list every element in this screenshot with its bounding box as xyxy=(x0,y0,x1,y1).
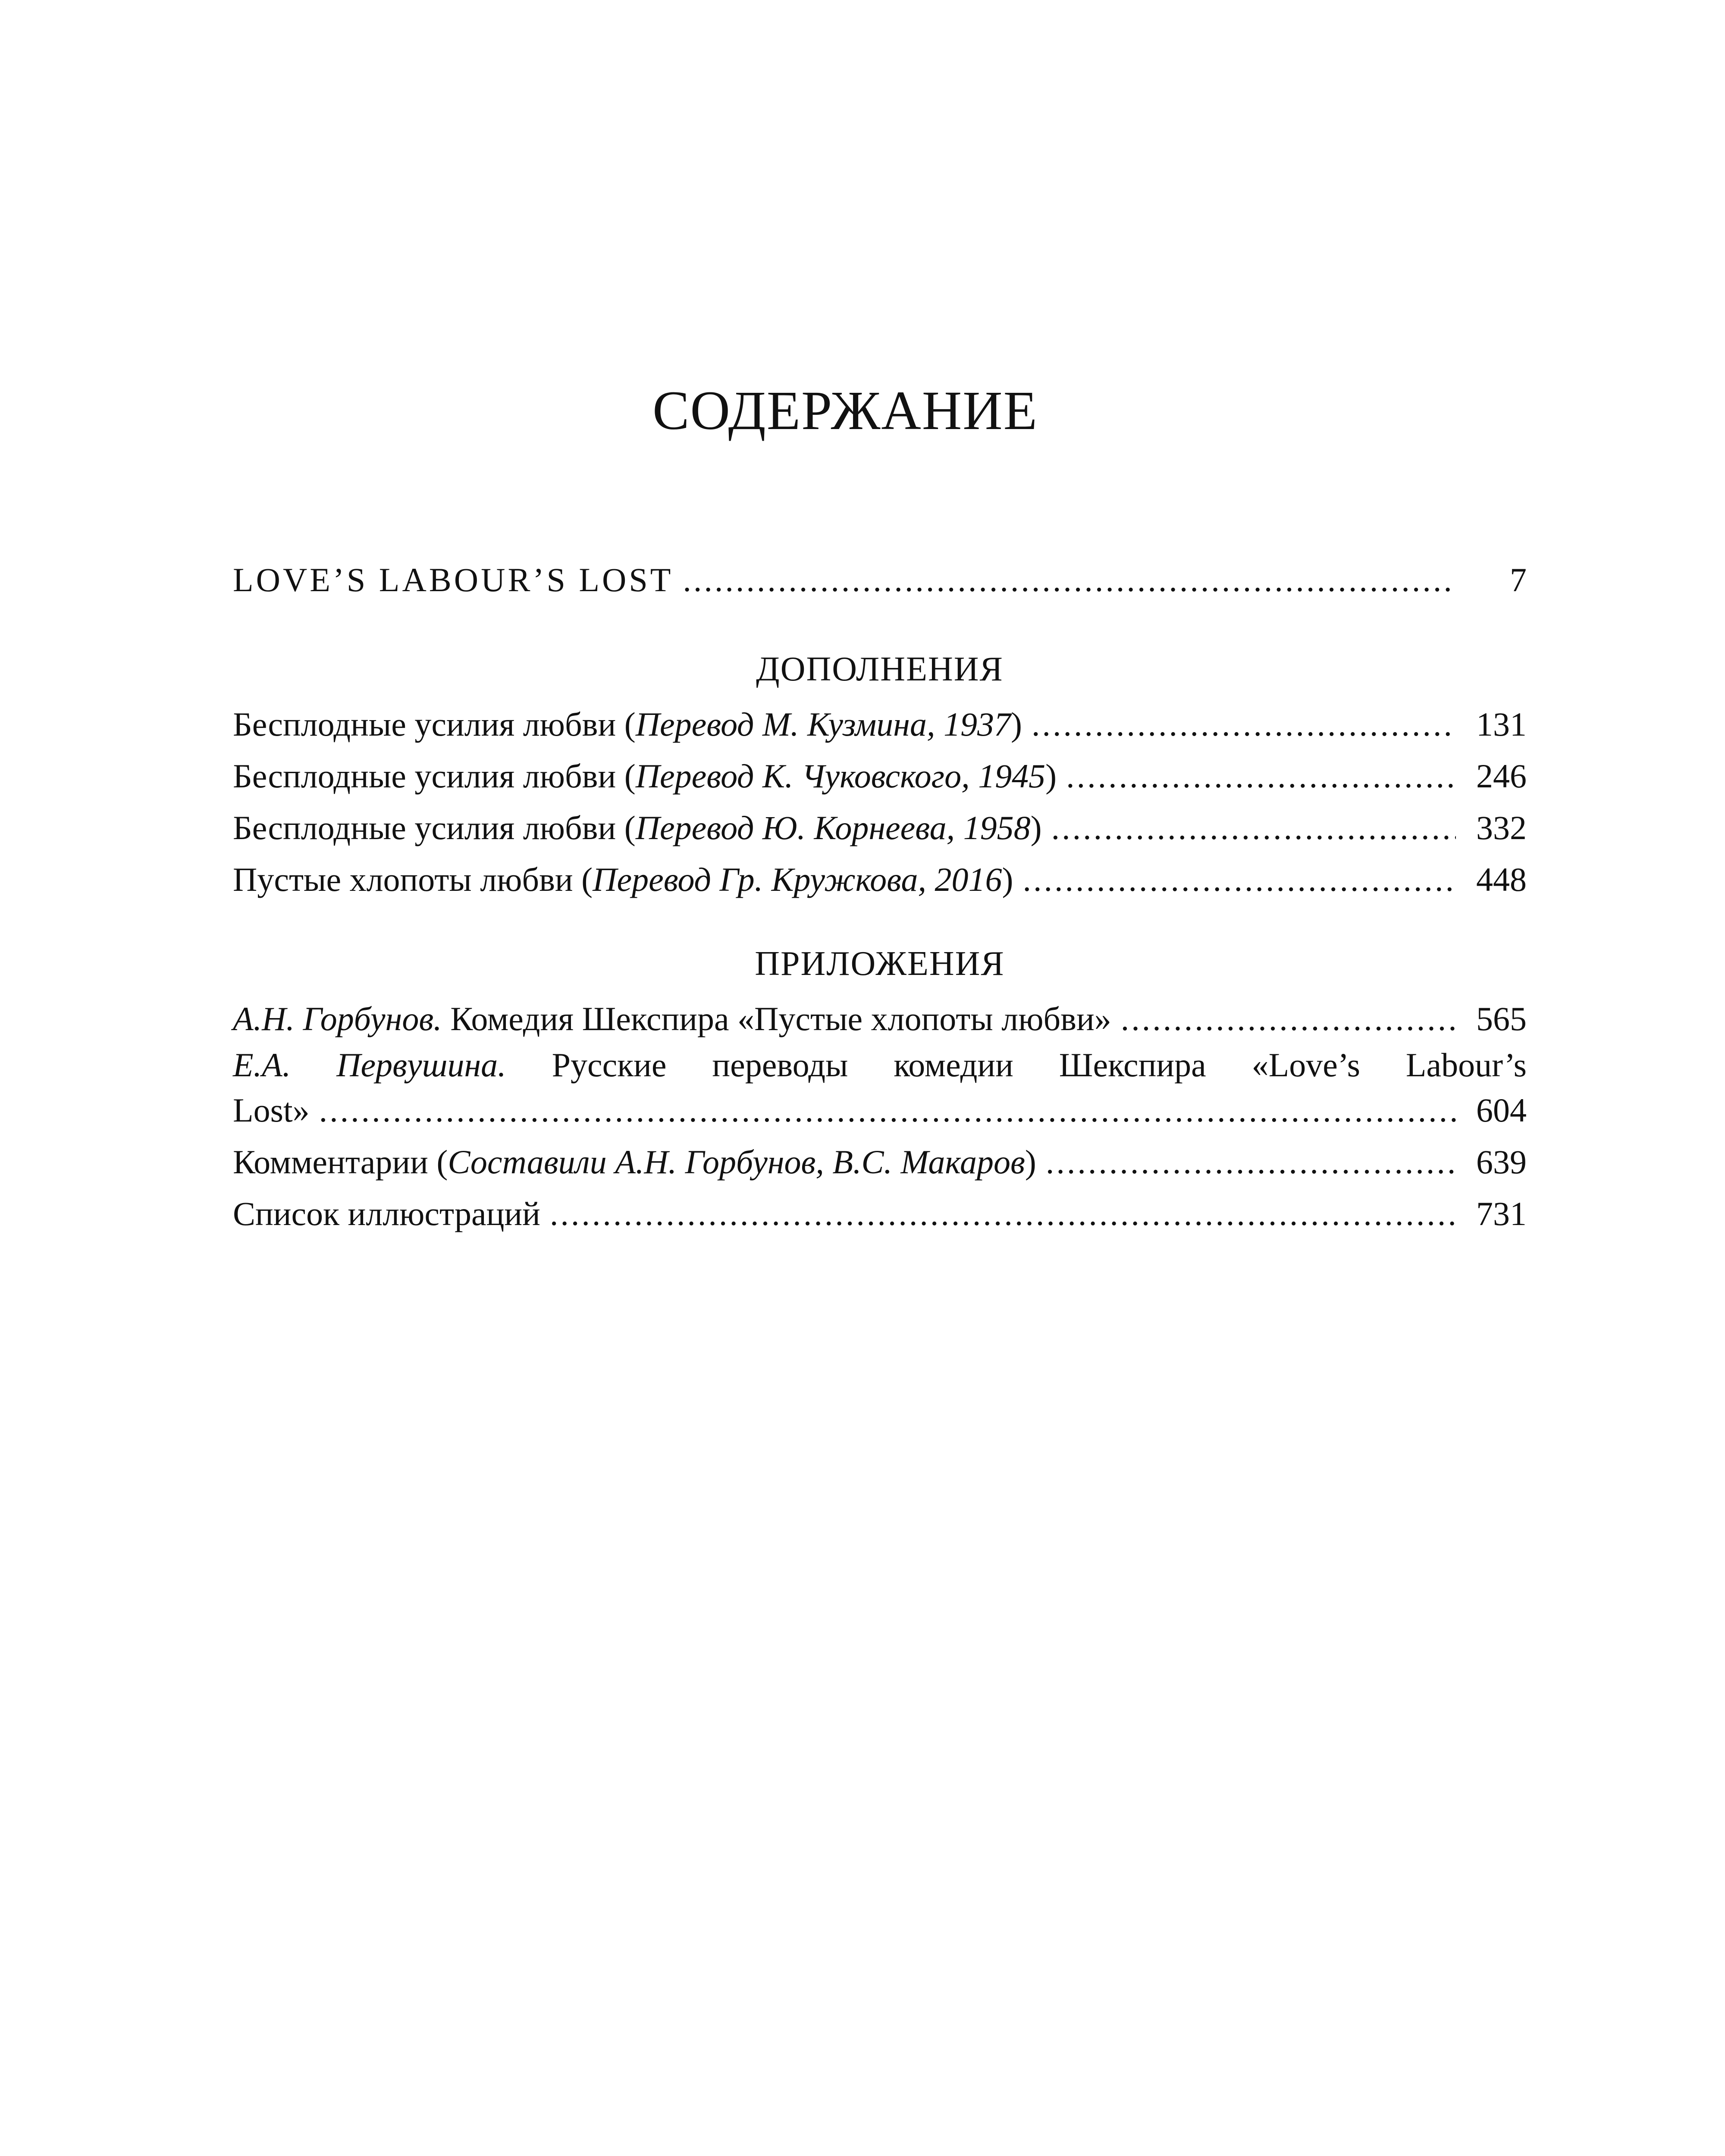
toc-entry[interactable]: Комментарии (Составили А.Н. Горбунов, В.С. Макаров) ..... 639 xyxy=(233,1143,1527,1186)
page-number: 131 xyxy=(1476,705,1527,743)
page-number: 246 xyxy=(1476,757,1527,795)
page-number: 448 xyxy=(1476,861,1527,898)
dot-leader xyxy=(1032,705,1456,744)
dot-leader xyxy=(319,1091,1456,1130)
dot-leader xyxy=(550,1194,1456,1233)
section-heading-additions: ДОПОЛНЕНИЯ xyxy=(756,650,1004,688)
page-number: 604 xyxy=(1476,1091,1527,1129)
dot-leader xyxy=(683,561,1456,599)
toc-entry[interactable]: Бесплодные усилия любви (Перевод М. Кузмина, 1937) ..... 131 xyxy=(233,705,1527,748)
toc-entry-main[interactable] xyxy=(233,561,1527,604)
toc-entry[interactable]: Бесплодные усилия любви (Перевод К. Чуковского, 1945) ..... 246 xyxy=(233,757,1527,800)
toc-entry[interactable]: Пустые хлопоты любви (Перевод Гр. Кружкова, 2016) ..... 448 xyxy=(233,860,1527,903)
toc-entry[interactable]: А.Н. Горбунов. Комедия Шекспира «Пустые хлопоты любви» ..... 565 xyxy=(233,1000,1527,1043)
toc-entry[interactable]: Список иллюстраций ..... 731 xyxy=(233,1194,1527,1238)
page-number: 332 xyxy=(1476,809,1527,846)
toc-entry[interactable]: Бесплодные усилия любви (Перевод Ю. Корнеева, 1958) ..... 332 xyxy=(233,808,1527,852)
toc-entry[interactable]: Lost» ..... 604 xyxy=(233,1091,1527,1134)
dot-leader xyxy=(1022,860,1456,899)
page-title: СОДЕРЖАНИЕ xyxy=(652,380,1038,441)
dot-leader xyxy=(1051,808,1456,847)
toc-entry-label: LOVE’S LABOUR’S LOST xyxy=(233,561,674,599)
dot-leader xyxy=(1046,1143,1456,1181)
page-number: 7 xyxy=(1510,561,1527,599)
page-number: 731 xyxy=(1476,1195,1527,1232)
dot-leader xyxy=(1121,1000,1456,1038)
dot-leader xyxy=(1066,757,1456,796)
toc-entry-first-line[interactable]: Е.А. Первушина. Русские переводы комедии Шекспира «Love’s Labour’s xyxy=(233,1046,1527,1084)
page-number: 639 xyxy=(1476,1143,1527,1181)
section-heading-appendices: ПРИЛОЖЕНИЯ xyxy=(755,945,1005,983)
page-number: 565 xyxy=(1476,1000,1527,1037)
